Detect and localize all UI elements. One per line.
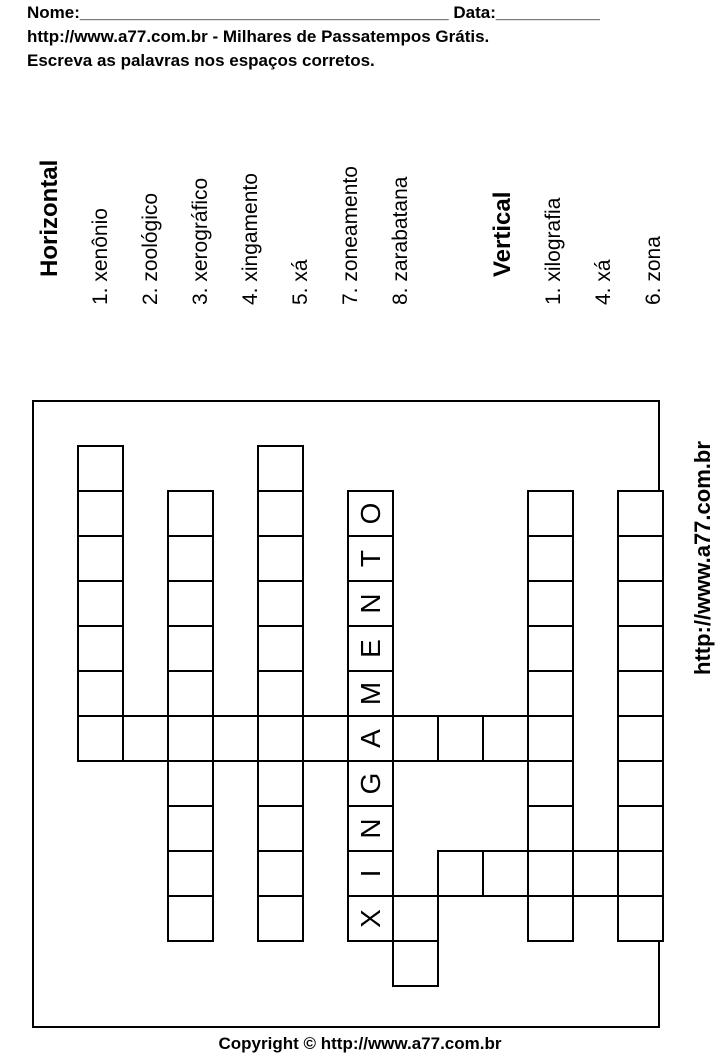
grid-cell[interactable] xyxy=(258,716,303,761)
grid-cell[interactable] xyxy=(528,896,573,941)
grid-cell[interactable] xyxy=(78,671,123,716)
horizontal-heading: Horizontal xyxy=(36,159,63,277)
grid-cell[interactable] xyxy=(168,896,213,941)
grid-cell[interactable] xyxy=(438,851,483,896)
grid-cell[interactable] xyxy=(213,716,258,761)
grid-cell[interactable] xyxy=(528,851,573,896)
grid-cell[interactable] xyxy=(258,851,303,896)
grid-cell[interactable] xyxy=(258,761,303,806)
horizontal-word-3: 3. xerográfico xyxy=(189,177,212,305)
grid-cell[interactable] xyxy=(618,806,663,851)
horizontal-word-2: 2. zoológico xyxy=(139,192,162,305)
grid-cell[interactable] xyxy=(303,716,348,761)
copyright: Copyright © http://www.a77.com.br xyxy=(218,1034,502,1053)
grid-cell[interactable] xyxy=(528,761,573,806)
filled-letter: X xyxy=(355,909,386,928)
grid-cell[interactable] xyxy=(258,446,303,491)
grid-cell[interactable] xyxy=(168,491,213,536)
filled-letter: E xyxy=(355,639,386,658)
vertical-heading: Vertical xyxy=(489,191,516,277)
grid-cell[interactable] xyxy=(618,536,663,581)
vertical-word-6: 6. zona xyxy=(642,236,665,305)
horizontal-word-4: 4. xingamento xyxy=(239,173,262,305)
grid-cell[interactable] xyxy=(78,491,123,536)
grid-cell[interactable] xyxy=(618,581,663,626)
grid-cell[interactable] xyxy=(573,851,618,896)
grid-cell[interactable] xyxy=(618,716,663,761)
grid-cell[interactable] xyxy=(528,716,573,761)
grid-cell[interactable] xyxy=(78,716,123,761)
grid-cell[interactable] xyxy=(78,446,123,491)
filled-letter: I xyxy=(355,869,386,878)
grid-cell[interactable] xyxy=(258,491,303,536)
grid-cell[interactable] xyxy=(438,716,483,761)
grid-cell[interactable] xyxy=(258,581,303,626)
grid-cell[interactable] xyxy=(528,806,573,851)
filled-letter: A xyxy=(355,729,386,748)
grid-cell[interactable] xyxy=(393,941,438,986)
grid-cell[interactable] xyxy=(393,896,438,941)
grid-cell[interactable] xyxy=(528,671,573,716)
grid-cell[interactable] xyxy=(528,536,573,581)
grid-cell[interactable] xyxy=(78,626,123,671)
grid-cell[interactable] xyxy=(168,761,213,806)
filled-letter: N xyxy=(355,593,386,614)
grid-cell[interactable] xyxy=(168,581,213,626)
name-date-line: Nome:_______________________________________ Data:___________ xyxy=(27,3,600,22)
grid-cell[interactable] xyxy=(168,671,213,716)
grid-cell[interactable] xyxy=(393,716,438,761)
site-line: http://www.a77.com.br - Milhares de Passatempos Grátis. xyxy=(27,27,490,46)
side-url: http://www.a77.com.br xyxy=(690,441,715,675)
grid-cell[interactable] xyxy=(618,896,663,941)
grid-cell[interactable] xyxy=(258,536,303,581)
grid-cell[interactable] xyxy=(618,761,663,806)
horizontal-word-1: 1. xenônio xyxy=(89,208,112,305)
grid-cell[interactable] xyxy=(483,851,528,896)
grid-cell[interactable] xyxy=(258,806,303,851)
vertical-word-1: 1. xilografia xyxy=(542,197,565,305)
grid-cell[interactable] xyxy=(483,716,528,761)
grid-cell[interactable] xyxy=(258,671,303,716)
grid-cell[interactable] xyxy=(168,716,213,761)
vertical-word-4: 4. xá xyxy=(592,259,615,305)
instructions: Escreva as palavras nos espaços corretos. xyxy=(27,51,375,70)
horizontal-word-7: 7. zoneamento xyxy=(339,166,362,305)
grid-cell[interactable] xyxy=(258,626,303,671)
horizontal-word-5: 5. xá xyxy=(289,259,312,305)
grid-cell[interactable] xyxy=(123,716,168,761)
grid-cell[interactable] xyxy=(168,536,213,581)
grid-cell[interactable] xyxy=(168,851,213,896)
grid-cell[interactable] xyxy=(528,626,573,671)
filled-letter: G xyxy=(355,772,386,795)
grid-cell[interactable] xyxy=(168,806,213,851)
grid-cell[interactable] xyxy=(528,581,573,626)
grid-cell[interactable] xyxy=(528,491,573,536)
horizontal-word-8: 8. zarabatana xyxy=(389,176,412,305)
grid-cell[interactable] xyxy=(78,536,123,581)
grid-cell[interactable] xyxy=(258,896,303,941)
grid-cell[interactable] xyxy=(618,851,663,896)
filled-letter: T xyxy=(355,549,386,568)
grid-cell[interactable] xyxy=(78,581,123,626)
filled-letter: N xyxy=(355,818,386,839)
grid-cell[interactable] xyxy=(618,491,663,536)
filled-letter: O xyxy=(355,502,386,525)
grid-cell[interactable] xyxy=(618,626,663,671)
grid-cell[interactable] xyxy=(168,626,213,671)
filled-letter: M xyxy=(355,681,386,706)
grid-cell[interactable] xyxy=(618,671,663,716)
